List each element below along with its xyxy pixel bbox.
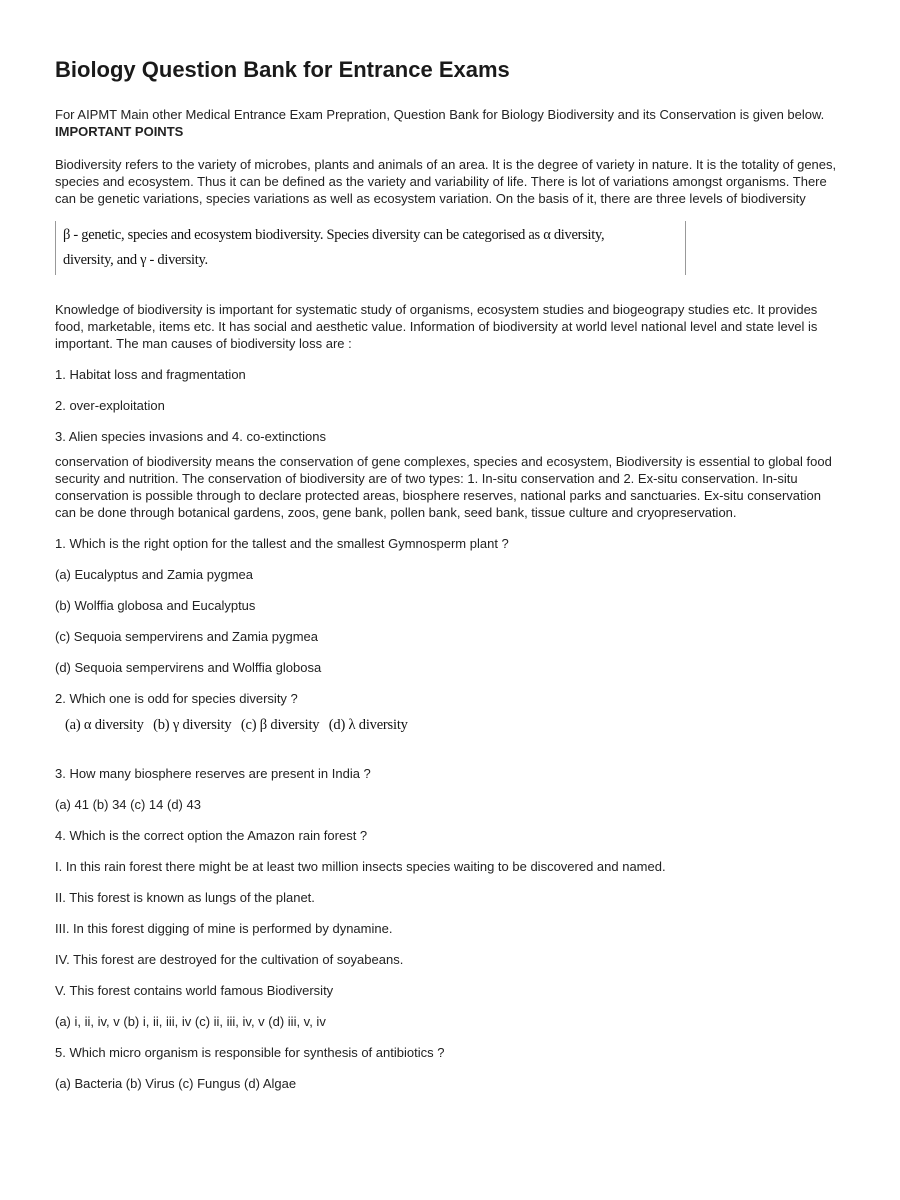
- question-1-option: (c) Sequoia sempervirens and Zamia pygmea: [55, 629, 319, 644]
- question-4-statement: V. This forest contains world famous Biodiversity: [55, 983, 334, 998]
- question-2-option: (c) β diversity: [240, 717, 320, 733]
- question-1-option: (a) Eucalyptus and Zamia pygmea: [55, 567, 253, 582]
- question-3: 3. How many biosphere reserves are present in India ?: [55, 766, 371, 781]
- question-2: 2. Which one is odd for species diversity ?: [55, 691, 298, 706]
- question-4-statement: I. In this rain forest there might be at least two million insects species waiting to be discovered and named.: [55, 859, 666, 874]
- cause-item: 3. Alien species invasions and 4. co-extinctions: [55, 429, 326, 444]
- question-4-statement: III. In this forest digging of mine is performed by dynamine.: [55, 921, 393, 936]
- question-2-options-image: [55, 707, 845, 755]
- question-4: 4. Which is the correct option the Amazon rain forest ?: [55, 828, 368, 843]
- image-text-line: β - genetic, species and ecosystem biodiversity. Species diversity can be categorised as α diversity,: [63, 227, 605, 243]
- biodiversity-levels-image: [55, 221, 686, 275]
- question-2-option: (a) α diversity: [65, 717, 144, 733]
- knowledge-paragraph: Knowledge of biodiversity is important for systematic study of organisms, ecosystem studies and biogeograpy studies etc. It provides food, marketable, items etc. It has social and aesthetic value. Information of biodiversity at world level national level and state level is important. The man causes of biodiversity loss are :: [55, 302, 818, 351]
- image-text-line: diversity, and γ - diversity.: [63, 252, 208, 268]
- page-title: Biology Question Bank for Entrance Exams: [55, 57, 510, 82]
- question-4-options: (a) i, ii, iv, v (b) i, ii, iii, iv (c) ii, iii, iv, v (d) iii, v, iv: [55, 1014, 326, 1029]
- conservation-paragraph: conservation of biodiversity means the conservation of gene complexes, species and ecosystem, Biodiversity is essential to global food security and nutrition. The conservation of biodiversity are of two types: 1. In-situ conservation and 2. Ex-situ conservation. In-situ conservation is possible through to declare protected areas, biosphere reserves, national parks and sanctuaries. Ex-situ conservation can be done through botanical gardens, zoos, gene bank, pollen bank, seed bank, tissue culture and cryopreservation.: [55, 454, 832, 520]
- question-5: 5. Which micro organism is responsible for synthesis of antibiotics ?: [55, 1045, 445, 1060]
- question-1-option: (d) Sequoia sempervirens and Wolffia globosa: [55, 660, 322, 675]
- biodiversity-paragraph: Biodiversity refers to the variety of microbes, plants and animals of an area. It is the degree of variety in nature. It is the totality of genes, species and ecosystem. Thus it can be defined as the variety and variability of life. There is lot of variations amongst organisms. There can be genetic variations, species variations as well as ecosystem variation. On the basis of it, there are three levels of biodiversity: [55, 157, 837, 206]
- question-1-option: (b) Wolffia globosa and Eucalyptus: [55, 598, 256, 613]
- intro-text: For AIPMT Main other Medical Entrance Exam Prepration, Question Bank for Biology Biodiversity and its Conservation is given below.: [55, 107, 825, 122]
- cause-item: 2. over-exploitation: [55, 398, 165, 413]
- question-3-options: (a) 41 (b) 34 (c) 14 (d) 43: [55, 797, 201, 812]
- question-4-statement: IV. This forest are destroyed for the cultivation of soyabeans.: [55, 952, 404, 967]
- question-5-options: (a) Bacteria (b) Virus (c) Fungus (d) Algae: [55, 1076, 297, 1091]
- cause-item: 1. Habitat loss and fragmentation: [55, 367, 246, 382]
- question-4-statement: II. This forest is known as lungs of the planet.: [55, 890, 315, 905]
- document-page: [55, 56, 845, 1106]
- question-1: 1. Which is the right option for the tallest and the smallest Gymnosperm plant ?: [55, 536, 509, 551]
- question-2-option: (b) γ diversity: [153, 717, 232, 733]
- question-2-option: (d) λ diversity: [328, 717, 408, 733]
- important-points-heading: IMPORTANT POINTS: [55, 124, 184, 139]
